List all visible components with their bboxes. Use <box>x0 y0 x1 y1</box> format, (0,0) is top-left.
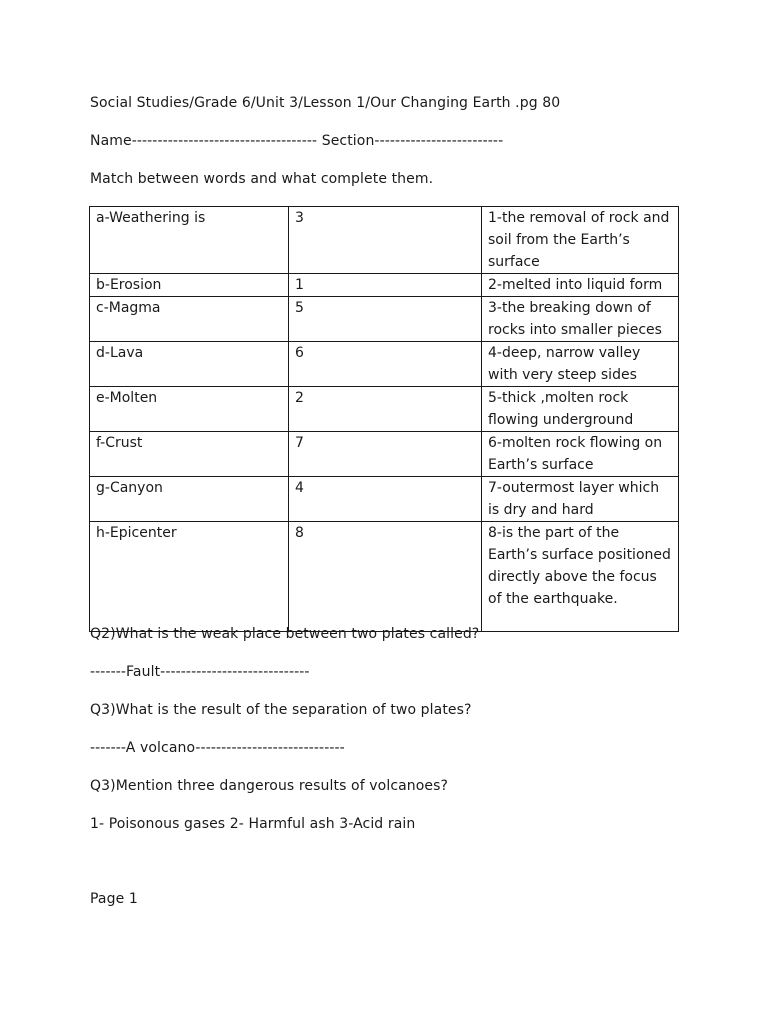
term-cell: g-Canyon <box>90 477 289 522</box>
definition-cell: 8-is the part of the Earth’s surface positioned directly above the focus of the earthquake. <box>482 522 679 632</box>
term-cell: c-Magma <box>90 297 289 342</box>
term-cell: e-Molten <box>90 387 289 432</box>
instruction-text: Match between words and what complete them. <box>90 171 434 187</box>
answer-cell: 4 <box>289 477 482 522</box>
term-cell: a-Weathering is <box>90 207 289 274</box>
answer-cell: 7 <box>289 432 482 477</box>
answer-cell: 8 <box>289 522 482 632</box>
definition-cell: 7-outermost layer which is dry and hard <box>482 477 679 522</box>
matching-table <box>89 206 679 632</box>
answer-cell: 6 <box>289 342 482 387</box>
table-row <box>90 387 679 432</box>
answer-cell: 1 <box>289 274 482 297</box>
definition-cell: 1-the removal of rock and soil from the Earth’s surface <box>482 207 679 274</box>
table-row <box>90 432 679 477</box>
table-row <box>90 207 679 274</box>
table-row <box>90 274 679 297</box>
page-number: Page 1 <box>90 891 138 907</box>
definition-cell: 3-the breaking down of rocks into smaller pieces <box>482 297 679 342</box>
term-cell: h-Epicenter <box>90 522 289 632</box>
question-3a: Q3)What is the result of the separation of two plates? <box>90 702 472 718</box>
question-2: Q2)What is the weak place between two plates called? <box>90 626 480 642</box>
definition-cell: 2-melted into liquid form <box>482 274 679 297</box>
document-title: Social Studies/Grade 6/Unit 3/Lesson 1/Our Changing Earth .pg 80 <box>90 95 561 111</box>
table-row <box>90 297 679 342</box>
definition-cell: 6-molten rock flowing on Earth’s surface <box>482 432 679 477</box>
answer-3a: -------A volcano----------------------------- <box>90 740 345 756</box>
table-row <box>90 522 679 632</box>
answer-3b: 1- Poisonous gases 2- Harmful ash 3-Acid rain <box>90 816 416 832</box>
definition-cell: 5-thick ,molten rock flowing underground <box>482 387 679 432</box>
table-row <box>90 477 679 522</box>
answer-2: -------Fault----------------------------- <box>90 664 310 680</box>
term-cell: d-Lava <box>90 342 289 387</box>
definition-cell: 4-deep, narrow valley with very steep sides <box>482 342 679 387</box>
answer-cell: 2 <box>289 387 482 432</box>
term-cell: f-Crust <box>90 432 289 477</box>
table-row <box>90 342 679 387</box>
answer-cell: 5 <box>289 297 482 342</box>
answer-cell: 3 <box>289 207 482 274</box>
name-section-line: Name------------------------------------ Section------------------------- <box>90 133 504 149</box>
term-cell: b-Erosion <box>90 274 289 297</box>
question-3b: Q3)Mention three dangerous results of volcanoes? <box>90 778 449 794</box>
